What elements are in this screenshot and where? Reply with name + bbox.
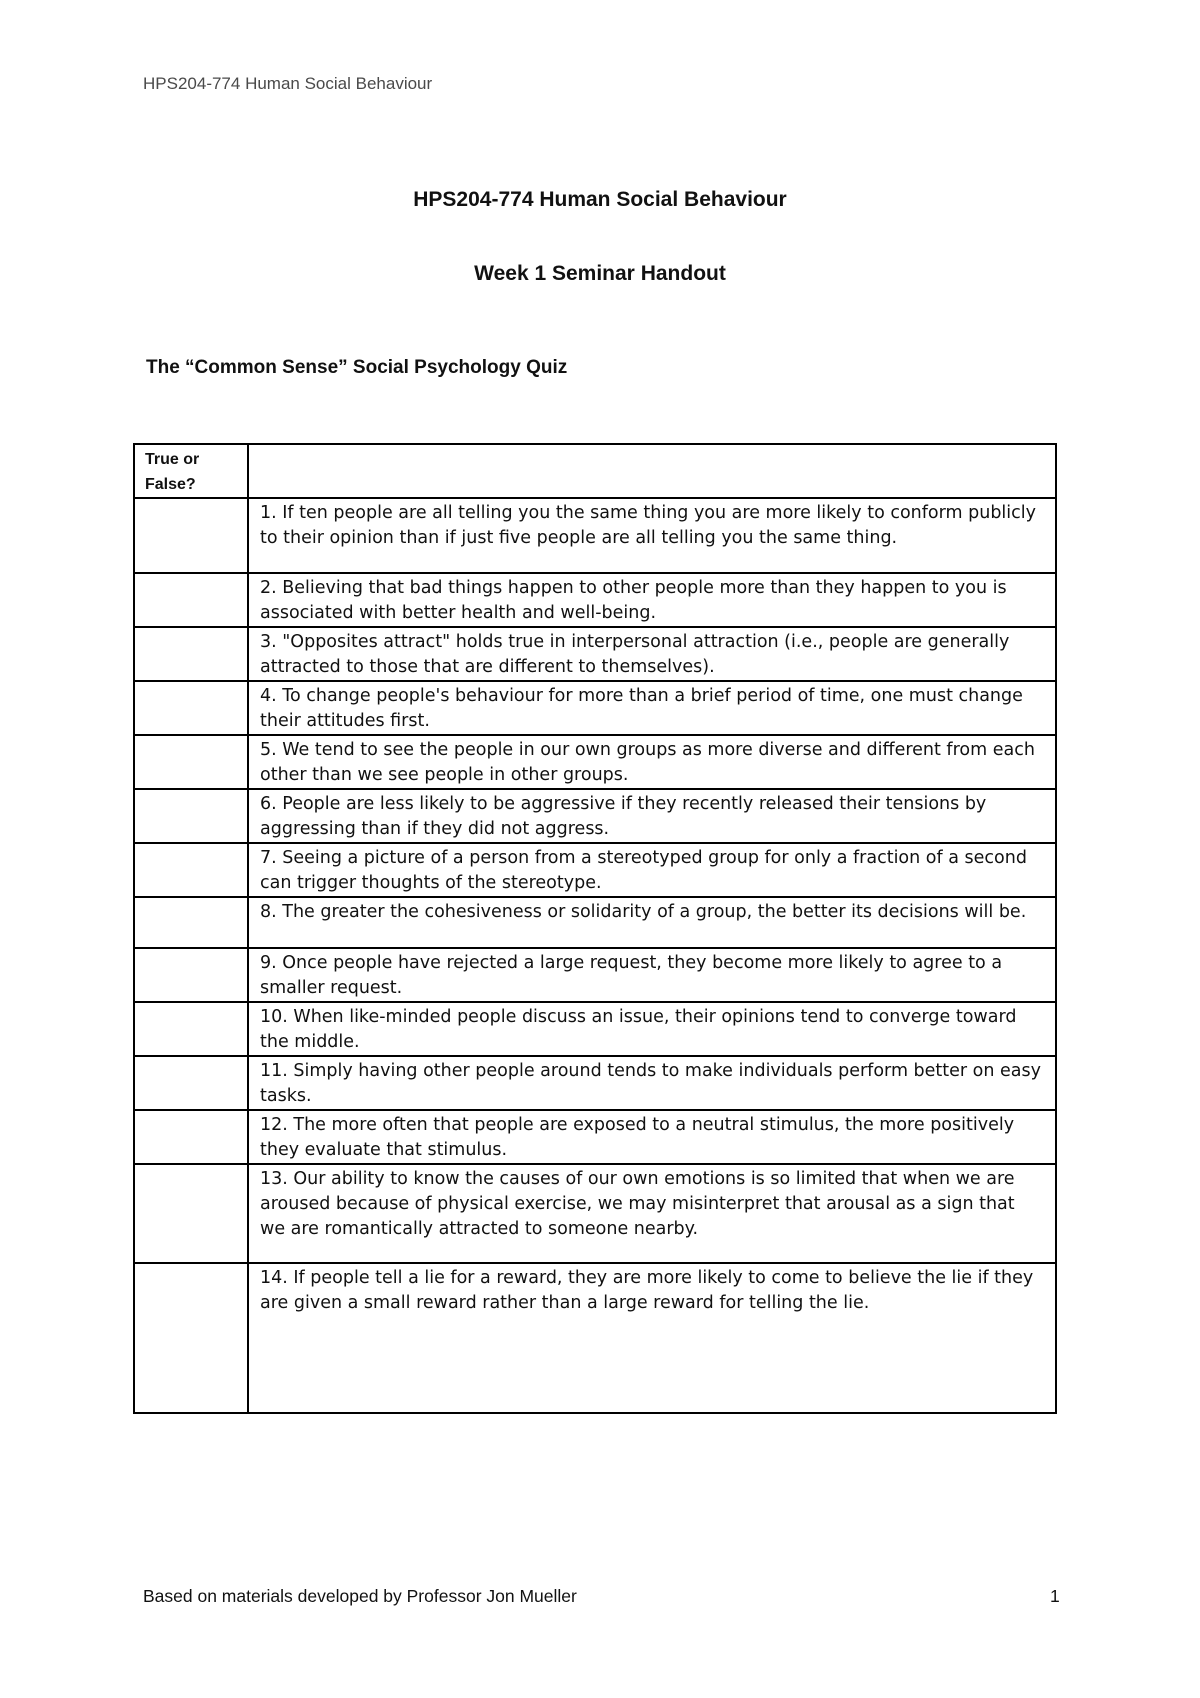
table-row xyxy=(134,627,1056,681)
statement-cell: 13. Our ability to know the causes of our own emotions is so limited that when we are aroused because of physical exercise, we may misinterpret that arousal as a sign that we are romantically attracted to someone nearby. xyxy=(248,1164,1056,1263)
answer-cell[interactable] xyxy=(134,681,248,735)
statement-cell: 3. "Opposites attract" holds true in interpersonal attraction (i.e., people are generally attracted to those that are different to themselves). xyxy=(248,627,1056,681)
table-row xyxy=(134,1263,1056,1413)
quiz-table xyxy=(133,443,1057,1414)
answer-cell[interactable] xyxy=(134,1110,248,1164)
table-row xyxy=(134,897,1056,948)
table-row xyxy=(134,789,1056,843)
handout-subtitle: Week 1 Seminar Handout xyxy=(474,262,726,285)
statement-cell: 5. We tend to see the people in our own groups as more diverse and different from each other than we see people in other groups. xyxy=(248,735,1056,789)
table-row xyxy=(134,573,1056,627)
answer-cell[interactable] xyxy=(134,627,248,681)
answer-cell[interactable] xyxy=(134,498,248,573)
table-row xyxy=(134,681,1056,735)
document-title: HPS204-774 Human Social Behaviour xyxy=(413,188,787,211)
answer-cell[interactable] xyxy=(134,789,248,843)
answer-cell[interactable] xyxy=(134,897,248,948)
table-header-row xyxy=(134,444,1056,498)
statement-cell: 9. Once people have rejected a large request, they become more likely to agree to a smaller request. xyxy=(248,948,1056,1002)
statement-cell: 7. Seeing a picture of a person from a stereotyped group for only a fraction of a second can trigger thoughts of the stereotype. xyxy=(248,843,1056,897)
answer-cell[interactable] xyxy=(134,948,248,1002)
answer-cell[interactable] xyxy=(134,735,248,789)
statement-cell: 8. The greater the cohesiveness or solidarity of a group, the better its decisions will be. xyxy=(248,897,1056,948)
statement-cell: 4. To change people's behaviour for more than a brief period of time, one must change their attitudes first. xyxy=(248,681,1056,735)
table-row xyxy=(134,948,1056,1002)
answer-cell[interactable] xyxy=(134,573,248,627)
statement-cell: 10. When like-minded people discuss an issue, their opinions tend to converge toward the middle. xyxy=(248,1002,1056,1056)
statement-cell: 6. People are less likely to be aggressive if they recently released their tensions by aggressing than if they did not aggress. xyxy=(248,789,1056,843)
statement-cell: 11. Simply having other people around tends to make individuals perform better on easy tasks. xyxy=(248,1056,1056,1110)
table-row xyxy=(134,1164,1056,1263)
quiz-body xyxy=(134,498,1056,1413)
table-row xyxy=(134,498,1056,573)
table-row xyxy=(134,1002,1056,1056)
statement-cell: 1. If ten people are all telling you the same thing you are more likely to conform publicly to their opinion than if just five people are all telling you the same thing. xyxy=(248,498,1056,573)
running-header: HPS204-774 Human Social Behaviour xyxy=(143,74,433,93)
quiz-title: The “Common Sense” Social Psychology Quiz xyxy=(146,357,568,378)
page-number: 1 xyxy=(1050,1586,1060,1606)
answer-cell[interactable] xyxy=(134,1263,248,1413)
statement-cell: 14. If people tell a lie for a reward, they are more likely to come to believe the lie if they are given a small reward rather than a large reward for telling the lie. xyxy=(248,1263,1056,1413)
footer-credit: Based on materials developed by Professor Jon Mueller xyxy=(143,1586,577,1606)
statement-cell: 2. Believing that bad things happen to other people more than they happen to you is associated with better health and well-being. xyxy=(248,573,1056,627)
table-row xyxy=(134,1110,1056,1164)
statement-cell: 12. The more often that people are exposed to a neutral stimulus, the more positively they evaluate that stimulus. xyxy=(248,1110,1056,1164)
table-row xyxy=(134,843,1056,897)
table-row xyxy=(134,735,1056,789)
answer-cell[interactable] xyxy=(134,1056,248,1110)
answer-cell[interactable] xyxy=(134,1002,248,1056)
table-row xyxy=(134,1056,1056,1110)
answer-cell[interactable] xyxy=(134,1164,248,1263)
answer-column-header: True or False? xyxy=(134,444,248,498)
statement-column-header xyxy=(248,444,1056,498)
answer-cell[interactable] xyxy=(134,843,248,897)
